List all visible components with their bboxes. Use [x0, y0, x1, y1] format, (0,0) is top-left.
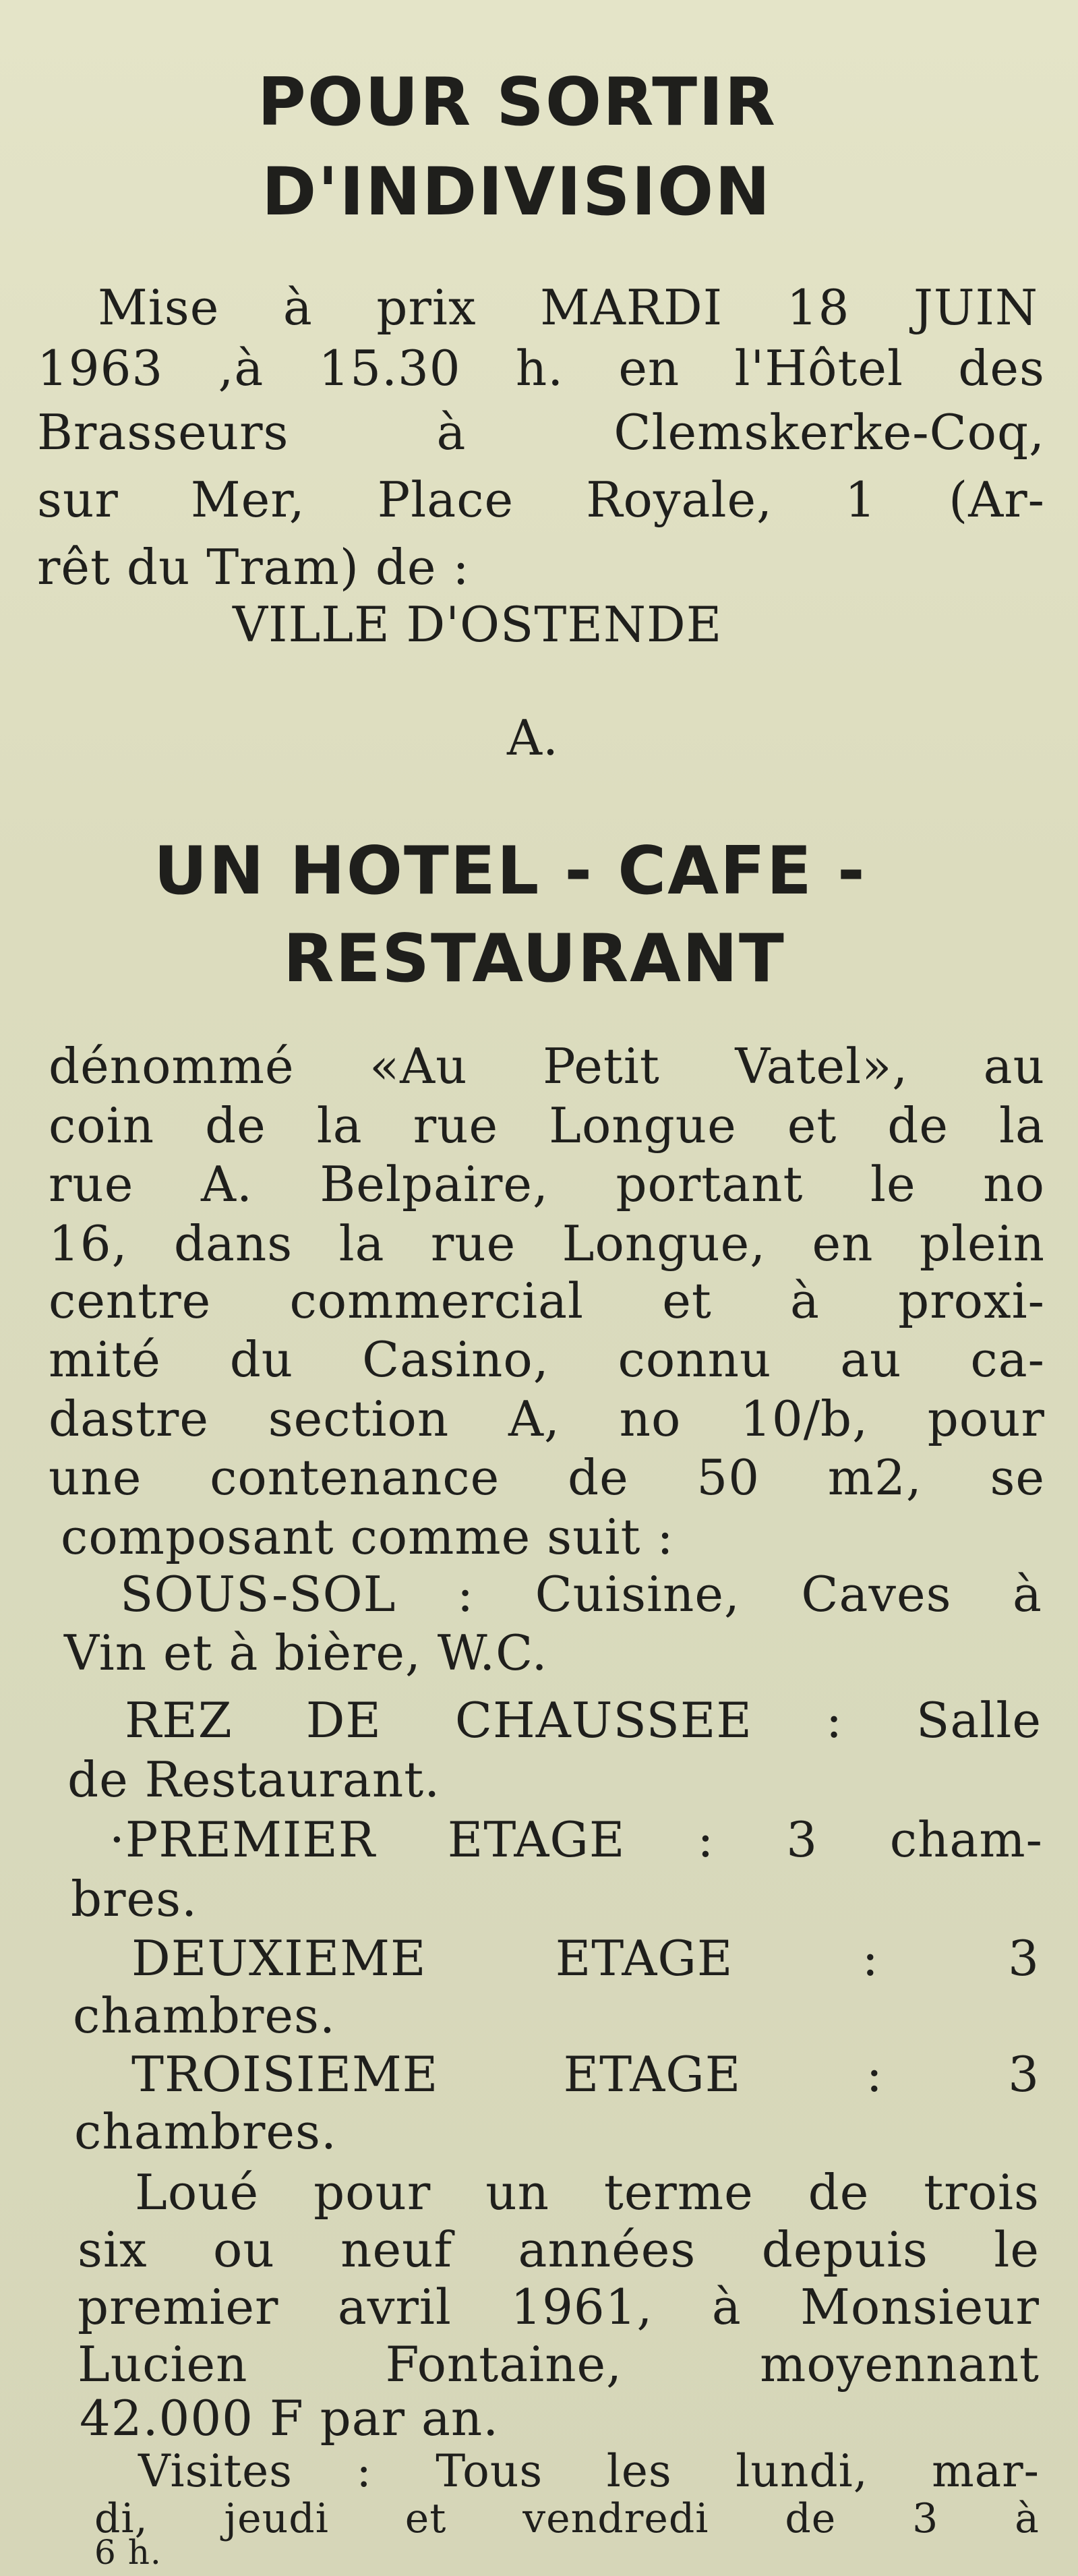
word: Casino, [362, 1331, 549, 1388]
word: coin [49, 1097, 155, 1154]
word: se [990, 1449, 1045, 1506]
word: Royale, [586, 471, 773, 528]
headline-line-1: POUR SORTIR [258, 64, 777, 141]
word: dénommé [49, 1038, 295, 1094]
word: Tous [436, 2445, 543, 2497]
word: de [205, 1097, 266, 1154]
word: des [958, 340, 1045, 397]
word: DE [305, 1692, 382, 1749]
word: m2, [827, 1449, 922, 1506]
word: l'Hôtel [734, 340, 904, 397]
word: 10/b, [740, 1391, 868, 1447]
word: contenance [210, 1449, 500, 1506]
word: à [711, 2279, 742, 2335]
word: 1961, [510, 2279, 653, 2335]
description-line-9: composant comme suit : [61, 1509, 674, 1565]
description-line-8 [49, 1449, 1045, 1506]
section-letter: A. [507, 709, 559, 766]
word: Loué [135, 2164, 260, 2221]
word: à [789, 1272, 820, 1329]
word: Lucien [78, 2336, 248, 2393]
word: : [356, 2445, 372, 2497]
word: ,à [218, 340, 264, 397]
word: Mise [98, 279, 220, 336]
floor-troisieme [131, 2046, 1040, 2103]
word: pour [927, 1391, 1045, 1447]
word: 3 [786, 1811, 818, 1868]
word: mité [49, 1331, 161, 1388]
description-line-5 [49, 1272, 1045, 1329]
word: 18 [786, 279, 850, 336]
floor-premier-cont: bres. [71, 1871, 198, 1927]
visits-line-3: 6 h. [94, 2533, 162, 2572]
word: de [808, 2164, 870, 2221]
word: prix [376, 279, 477, 336]
headline-line-2: D'INDIVISION [262, 154, 772, 231]
intro-line-1 [98, 279, 1038, 336]
word: 1963 [37, 340, 164, 397]
word: CHAUSSEE [454, 1692, 752, 1749]
word: pour [313, 2164, 431, 2221]
word: A, [508, 1391, 560, 1447]
location-name: VILLE D'OSTENDE [233, 596, 723, 653]
word: 50 [696, 1449, 760, 1506]
word: h. [515, 340, 564, 397]
word: sur [37, 471, 119, 528]
word: lundi, [736, 2445, 868, 2497]
floor-sous-sol-cont: Vin et à bière, W.C. [64, 1624, 548, 1681]
word: la [316, 1097, 363, 1154]
word: six [78, 2221, 148, 2278]
word: au [983, 1038, 1045, 1094]
word: dastre [49, 1391, 209, 1447]
word: premier [78, 2279, 279, 2335]
word: Cuisine, [535, 1566, 740, 1622]
word: portant [616, 1156, 804, 1212]
word: une [49, 1449, 142, 1506]
description-line-2 [49, 1097, 1045, 1154]
word: vendredi [522, 2495, 709, 2542]
word: rue [413, 1097, 499, 1154]
lease-line-1 [135, 2164, 1040, 2221]
word: plein [919, 1215, 1045, 1272]
word: 3 [1008, 2046, 1040, 2103]
word: Monsieur [800, 2279, 1040, 2335]
word: A. [200, 1156, 253, 1212]
word: ETAGE [447, 1811, 626, 1868]
word: de [887, 1097, 949, 1154]
word: à [282, 279, 313, 336]
word: SOUS-SOL [120, 1566, 396, 1622]
word: rue [430, 1215, 516, 1272]
word: et [662, 1272, 712, 1329]
word: et [405, 2495, 447, 2542]
word: le [994, 2221, 1040, 2278]
word: JUIN [914, 279, 1038, 336]
word: no [619, 1391, 682, 1447]
word: : [456, 1566, 475, 1622]
lease-line-4 [78, 2336, 1040, 2393]
word: dans [173, 1215, 293, 1272]
word: moyennant [760, 2336, 1040, 2393]
word: 15.30 [318, 340, 461, 397]
intro-line-5: rêt du Tram) de : [37, 539, 470, 595]
word: mar- [932, 2445, 1040, 2497]
subject-line-2: RESTAURANT [283, 920, 785, 997]
word: Mer, [190, 471, 305, 528]
word: en [618, 340, 680, 397]
word: : [697, 1811, 715, 1868]
subject-line-1: UN HOTEL - CAFE - [154, 833, 866, 910]
word: no [983, 1156, 1045, 1212]
word: la [999, 1097, 1045, 1154]
word: Fontaine, [385, 2336, 623, 2393]
word: de [567, 1449, 629, 1506]
description-line-6 [49, 1331, 1045, 1388]
word: à [1015, 2495, 1040, 2542]
word: ETAGE [555, 1930, 733, 1987]
word: Belpaire, [320, 1156, 549, 1212]
word: jeudi [224, 2495, 329, 2542]
word: Clemskerke-Coq, [613, 404, 1045, 461]
intro-line-2 [37, 340, 1045, 397]
word: le [870, 1156, 916, 1212]
word: à [1013, 1566, 1042, 1622]
word: : [825, 1692, 843, 1749]
word: 3 [912, 2495, 939, 2542]
word: «Au [369, 1038, 468, 1094]
word: la [338, 1215, 385, 1272]
lease-line-5: 42.000 F par an. [80, 2390, 500, 2447]
word: au [840, 1331, 902, 1388]
lease-line-2 [78, 2221, 1040, 2278]
word: Brasseurs [37, 404, 289, 461]
floor-deuxieme [131, 1930, 1040, 1987]
word: Longue, [562, 1215, 767, 1272]
word: DEUXIEME [131, 1930, 427, 1987]
word: section [268, 1391, 450, 1447]
floor-sous-sol [120, 1566, 1042, 1622]
word: centre [49, 1272, 212, 1329]
description-line-1 [49, 1038, 1045, 1094]
word: à [436, 404, 467, 461]
word: terme [603, 2164, 754, 2221]
floor-rez [125, 1692, 1042, 1749]
word: années [518, 2221, 696, 2278]
lease-line-3 [78, 2279, 1040, 2335]
word: commercial [289, 1272, 585, 1329]
word: Longue [549, 1097, 737, 1154]
word: ETAGE [563, 2046, 742, 2103]
word: 3 [1008, 1930, 1040, 1987]
word: : [862, 1930, 879, 1987]
word: du [229, 1331, 294, 1388]
word: Petit [543, 1038, 660, 1094]
word: et [787, 1097, 837, 1154]
word: rue [49, 1156, 134, 1212]
word: Vatel», [735, 1038, 909, 1094]
intro-line-3 [37, 404, 1045, 461]
word: Visites [138, 2445, 293, 2497]
description-line-4 [49, 1215, 1045, 1272]
floor-troisieme-cont: chambres. [74, 2103, 337, 2160]
word: di, [94, 2495, 148, 2542]
word: en [812, 1215, 874, 1272]
word: les [606, 2445, 672, 2497]
word: MARDI [540, 279, 723, 336]
word: ·PREMIER [109, 1811, 376, 1868]
description-line-3 [49, 1156, 1045, 1212]
word: depuis [761, 2221, 928, 2278]
floor-premier [109, 1811, 1043, 1868]
word: neuf [340, 2221, 453, 2278]
word: cham- [889, 1811, 1043, 1868]
word: trois [924, 2164, 1040, 2221]
word: Caves [801, 1566, 952, 1622]
floor-deuxieme-cont: chambres. [73, 1987, 336, 2044]
word: ca- [970, 1331, 1045, 1388]
word: avril [337, 2279, 452, 2335]
floor-rez-cont: de Restaurant. [67, 1751, 441, 1808]
word: 16, [49, 1215, 128, 1272]
intro-line-4 [37, 471, 1045, 528]
word: Place [377, 471, 514, 528]
visits-line-1 [138, 2445, 1040, 2497]
word: 1 [845, 471, 876, 528]
word: Salle [916, 1692, 1042, 1749]
word: (Ar- [949, 471, 1045, 528]
word: REZ [125, 1692, 233, 1749]
word: TROISIEME [131, 2046, 439, 2103]
word: un [485, 2164, 549, 2221]
visits-line-2 [94, 2495, 1040, 2542]
description-line-7 [49, 1391, 1045, 1447]
word: : [866, 2046, 883, 2103]
word: de [785, 2495, 837, 2542]
word: connu [618, 1331, 772, 1388]
word: ou [213, 2221, 275, 2278]
word: proxi- [898, 1272, 1045, 1329]
